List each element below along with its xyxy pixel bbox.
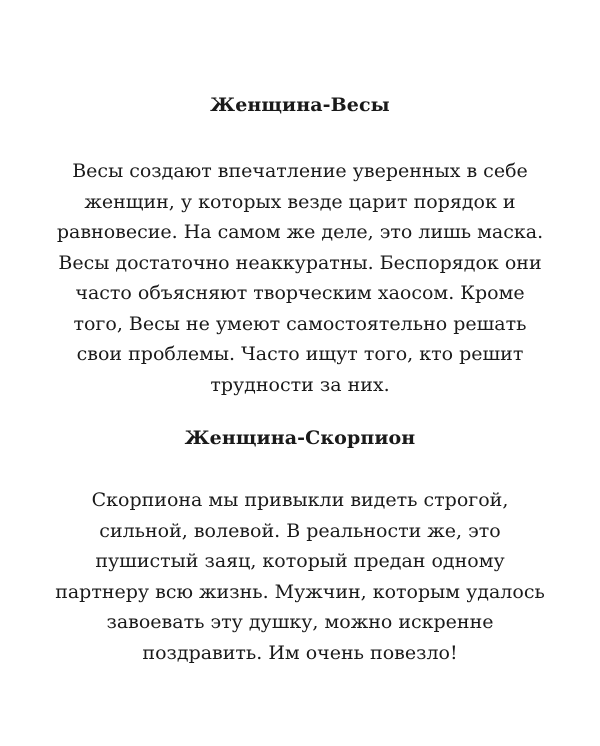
text-line: пушистый заяц, который предан одному [95, 550, 505, 572]
text-line: партнеру всю жизнь. Мужчин, которым удалось [55, 580, 545, 603]
text-line: завоевать эту душку, можно искренне [106, 611, 494, 633]
text-line: сильной, волевой. В реальности же, это [99, 519, 501, 542]
section-heading-scorpio: Женщина-Скорпион [184, 427, 416, 449]
section-text-scorpio [20, 485, 580, 668]
text-line: равновесие. На самом же деле, это лишь маска. [56, 221, 544, 243]
text-line: того, Весы не умеют самостоятельно решать [73, 312, 527, 335]
text-line: трудности за них. [210, 373, 390, 396]
section-heading-libra: Женщина-Весы [210, 94, 390, 116]
text-line: часто объясняют творческим хаосом. Кроме [75, 282, 525, 304]
text-line: Весы создают впечатление уверенных в себе [72, 160, 528, 182]
text-line: Скорпиона мы привыкли видеть строгой, [91, 489, 509, 511]
text-line: Весы достаточно неаккуратны. Беспорядок они [58, 251, 542, 274]
text-line: женщин, у которых везде царит порядок и [84, 190, 516, 213]
text-line: поздравить. Им очень повезло! [142, 641, 458, 664]
section-text-libra [20, 156, 580, 400]
text-line: свои проблемы. Часто ищут того, кто решит [76, 343, 524, 365]
